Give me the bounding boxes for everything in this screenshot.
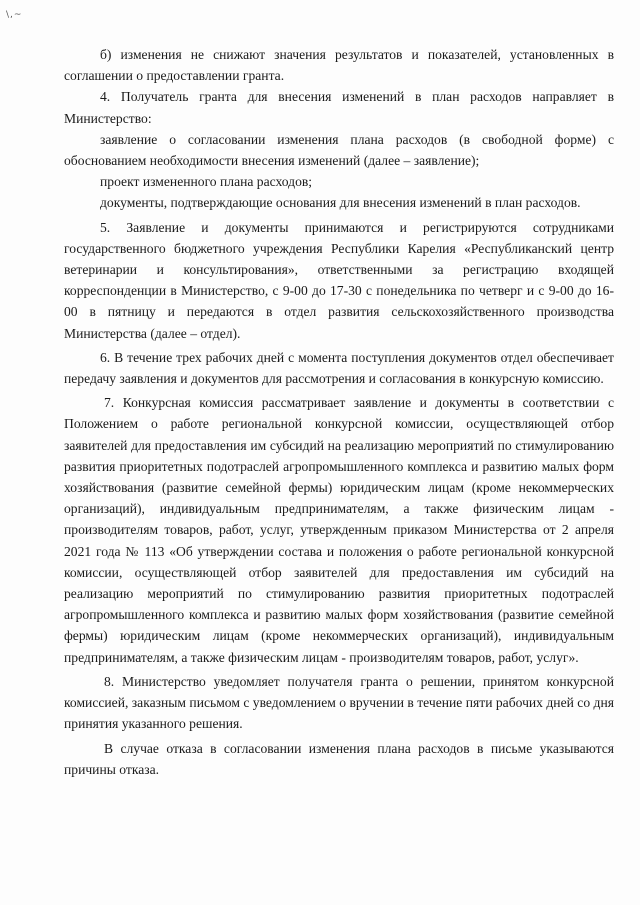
paragraph-4-draft-plan: проект измененного плана расходов; [100,174,313,190]
document-body [64,44,614,780]
paragraph-5: 5. Заявление и документы принимаются и регистрируются сотрудниками государственного бюджетного учреждения Республики Карелия «Республиканский центр ветеринарии и консультирования», ответственными за регистрацию входящей корреспонденции в Министерство, с 9-00 до 17-30 с понедельника по четверг и с 9-00 до 16-00 в пятницу и передаются в отдел развития сельскохозяйственного производства Министерства (далее – отдел). [64,219,614,341]
paragraph-condition-b: б) изменения не снижают значения результатов и показателей, установленных в соглашении о предоставлении гранта. [64,47,614,84]
paragraph-4-documents: документы, подтверждающие основания для внесения изменений в план расходов. [100,195,581,211]
paragraph-7: 7. Конкурсная комиссия рассматривает заявление и документы в соответствии с Положением о работе региональной конкурсной комиссии, осуществляющей отбор заявителей для предоставления им субсидий на реализацию мероприятий по стимулированию развития приоритетных подотраслей агропромышленного комплекса и развитию малых форм хозяйствования (развитие семейной фермы) юридическим лицам (кроме некоммерческих организаций), индивидуальным предпринимателям, а также физическим лицам - производителям товаров, работ, услуг, утвержденным приказом Министерства от 2 апреля 2021 года № 113 «Об утверждении состава и положения о работе региональной конкурсной комиссии, осуществляющей отбор заявителей для предоставления им субсидий на реализацию мероприятий по стимулированию развития приоритетных подотраслей агропромышленного комплекса и развитию малых форм хозяйствования (развитие семейной фермы) юридическим лицам (кроме некоммерческих организаций), индивидуальным предпринимателям, а также физическим лицам - производителям товаров, работ, услуг». [64,395,614,665]
paragraph-8: 8. Министерство уведомляет получателя гранта о решении, принятом конкурсной комиссией, заказным письмом с уведомлением о вручении в течение пяти рабочих дней со дня принятия указанного решения. [64,673,614,732]
paragraph-6: 6. В течение трех рабочих дней с момента поступления документов отдел обеспечивает передачу заявления и документов для рассмотрения и согласования в конкурсную комиссию. [64,349,614,387]
paragraph-refusal: В случае отказа в согласовании изменения плана расходов в письме указываются причины отказа. [64,740,614,777]
paragraph-4: 4. Получатель гранта для внесения изменений в план расходов направляет в Министерство: [64,89,614,126]
paragraph-4-application: заявление о согласовании изменения плана расходов (в свободной форме) с обоснованием необходимости внесения изменений (далее – заявление); [64,131,614,169]
scan-artifact-mark: \,~ [6,10,23,20]
